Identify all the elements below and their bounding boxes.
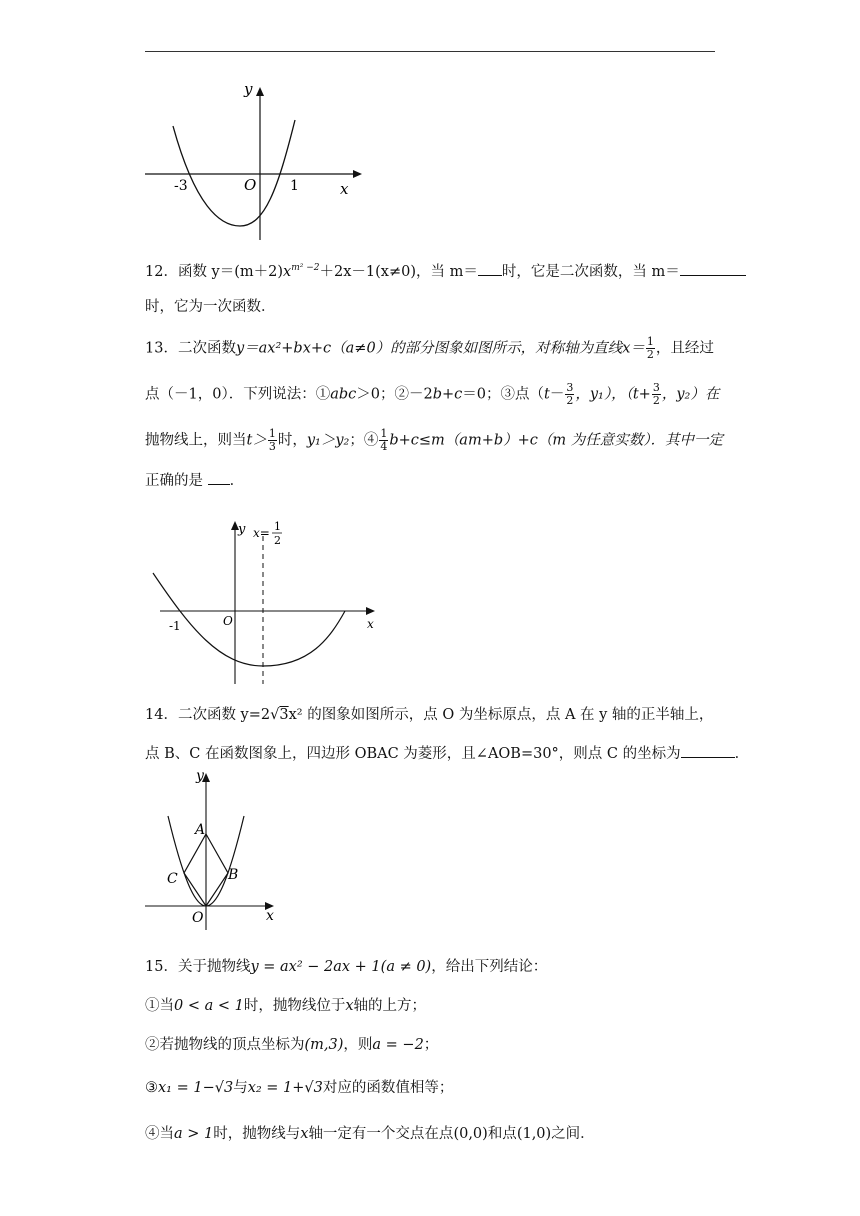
q15-conclusion-3 xyxy=(145,1078,453,1098)
q13-l3e: ；④ xyxy=(349,432,379,449)
q13-frac-1-3: $\frac{1}{3}$ xyxy=(268,427,276,453)
q13-l2a: 点（－1，0）．下列说法：① xyxy=(145,386,331,403)
q13-line4: 正确的是 ． xyxy=(145,470,244,491)
q14-sqrt: √3 xyxy=(270,707,289,723)
q15-line1 xyxy=(145,957,547,977)
q13-l3c: 时， xyxy=(277,432,307,449)
q14-line1 xyxy=(145,705,713,725)
fig1-tick-1: 1 xyxy=(290,178,299,194)
q13-l3f: b+c≤m（am+b）+c（m 为任意实数）．其中一定 xyxy=(389,432,723,449)
q14-line2: 点 B、C 在函数图象上，四边形 OBAC 为菱形，且∠AOB=30°，则点 C 的坐标为 ． xyxy=(145,743,749,764)
q13-l2h: ，y₁），（ xyxy=(575,386,633,403)
fig1-tick-neg3: -3 xyxy=(174,178,188,194)
c4-a: ④当 xyxy=(145,1126,174,1142)
c4-e: 轴一定有一个交点在点 xyxy=(308,1126,454,1142)
q13-line2 xyxy=(145,382,719,407)
c4-d: x xyxy=(300,1126,309,1142)
q12-line2: 时，它为一次函数． xyxy=(145,299,276,315)
q13-l3b: t＞ xyxy=(246,432,267,449)
c1-b: 0 < a < 1 xyxy=(174,998,244,1014)
q13-text-d: ，且经过 xyxy=(655,340,714,357)
q13-frac-half: $\frac{1}{2}$ xyxy=(646,335,654,361)
q13-l2c: ＞0；②－2 xyxy=(356,386,433,403)
q13-l2f: t xyxy=(544,386,550,403)
fig3-x-label: x xyxy=(266,908,274,924)
c4-g: 和点 xyxy=(487,1126,517,1142)
q12-text-e: 时，它是二次函数，当 m＝ xyxy=(501,263,680,280)
c3-b: x₁ = 1−√3 xyxy=(158,1080,234,1096)
c3-a: ③ xyxy=(145,1080,158,1096)
c2-d: a = −2 xyxy=(372,1037,424,1053)
q13-frac-1-4: $\frac{1}{4}$ xyxy=(380,427,388,453)
c2-a: ②若抛物线的顶点坐标为 xyxy=(145,1037,305,1053)
q13-line1 xyxy=(145,336,714,361)
fig2-x-label: x xyxy=(367,617,374,631)
q13-frac-3-2-a: $\frac{3}{2}$ xyxy=(566,381,574,407)
q13-l4: 正确的是 xyxy=(145,473,203,489)
q13-l2i: t+ xyxy=(632,386,651,403)
q13-l2b: abc xyxy=(330,386,357,403)
q13-l2e: ＝0；③点（ xyxy=(462,386,545,403)
fig1-x-label: x xyxy=(340,180,349,198)
fig2-origin-label: O xyxy=(223,614,233,628)
c3-c: 与 xyxy=(233,1080,248,1096)
c3-d: x₂ = 1+√3 xyxy=(247,1080,323,1096)
q13-l2d: b+c xyxy=(432,386,463,403)
q13-l3d: y₁＞y₂ xyxy=(306,432,350,449)
fig3-y-label: y xyxy=(196,768,204,784)
q15-conclusion-2 xyxy=(145,1035,438,1055)
fig1-y-label: y xyxy=(244,80,253,98)
c4-c: 时，抛物线与 xyxy=(213,1126,301,1142)
q13-text-a: 13．二次函数 xyxy=(145,340,236,357)
fig2-frac-num: 1 xyxy=(274,520,281,533)
fig3-point-b: B xyxy=(228,867,239,883)
q14-blank xyxy=(681,743,735,758)
fig3-point-a: A xyxy=(195,822,206,838)
q13-equation: y＝ax²+bx+c（a≠0）的部分图象如图所示，对称轴为直线 xyxy=(235,340,623,357)
fig3-origin-label: O xyxy=(192,910,204,926)
fig2-frac-den: 2 xyxy=(274,534,281,547)
q15-text-a: 15．关于抛物线 xyxy=(145,959,251,975)
q14-text-a: 14．二次函数 y=2 xyxy=(145,707,271,723)
q12-text-d: ＋2x－1(x≠0)，当 m＝ xyxy=(319,263,478,280)
c2-c: ，则 xyxy=(343,1037,373,1053)
q13-axis-x: x＝ xyxy=(622,340,645,357)
fig2-axis-label: x= xyxy=(253,526,270,540)
q15-equation: y = ax² − 2ax + 1(a ≠ 0) xyxy=(250,959,432,975)
q13-frac-3-2-b: $\frac{3}{2}$ xyxy=(652,381,660,407)
q14-text-c: x² 的图象如图所示，点 O 为坐标原点，点 A 在 y 轴的正半轴上， xyxy=(288,707,714,723)
figure-2-parabola xyxy=(145,508,390,690)
q15-text-c: ，给出下列结论： xyxy=(431,959,548,975)
q12-exponent: m² −2 xyxy=(291,263,320,273)
c1-a: ①当 xyxy=(145,998,174,1014)
q13-l2j: ，y₂）在 xyxy=(661,386,720,403)
q12-line1 xyxy=(145,258,746,282)
q12-blank-1 xyxy=(478,261,502,276)
c1-d: x xyxy=(345,998,354,1014)
fig2-tick-neg1: -1 xyxy=(169,619,181,633)
c4-b: a > 1 xyxy=(174,1126,214,1142)
c4-f: (0,0) xyxy=(453,1126,488,1142)
c1-c: 时，抛物线位于 xyxy=(243,998,346,1014)
q14-text-line2: 点 B、C 在函数图象上，四边形 OBAC 为菱形，且∠AOB=30°，则点 C 的坐标为 xyxy=(145,746,681,762)
q12-blank-2 xyxy=(680,261,746,276)
q12-x: x xyxy=(283,263,292,280)
q13-l3a: 抛物线上，则当 xyxy=(145,432,247,449)
header-rule xyxy=(145,51,715,52)
figure-3-rhombus xyxy=(140,764,285,934)
q13-blank xyxy=(208,470,230,485)
c4-i: 之间． xyxy=(551,1126,595,1142)
c2-e: ； xyxy=(423,1037,439,1053)
q13-l2g: － xyxy=(549,386,565,403)
q15-conclusion-1 xyxy=(145,996,426,1016)
c1-e: 轴的上方； xyxy=(353,998,427,1014)
c4-h: (1,0) xyxy=(516,1126,552,1142)
q13-line3 xyxy=(145,428,723,453)
fig2-y-label: y xyxy=(238,522,246,537)
q15-conclusion-4 xyxy=(145,1124,595,1144)
figure-1-parabola xyxy=(140,78,370,248)
q12-text-a: 12．函数 y＝(m＋2) xyxy=(145,263,284,280)
fig1-origin-label: O xyxy=(244,176,257,194)
fig3-point-c: C xyxy=(167,871,178,887)
c2-b: (m,3) xyxy=(304,1037,344,1053)
c3-e: 对应的函数值相等； xyxy=(322,1080,454,1096)
